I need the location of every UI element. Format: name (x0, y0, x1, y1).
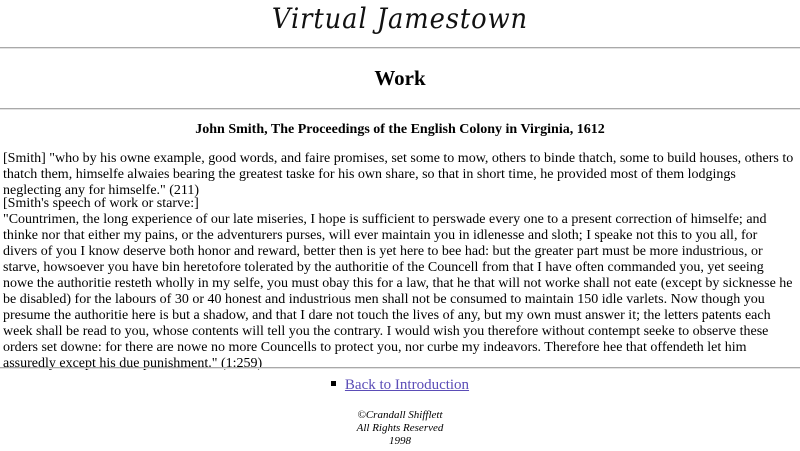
speech-label: [Smith's speech of work or starve:] (3, 196, 199, 211)
rights-text: All Rights Reserved (356, 422, 444, 434)
back-to-introduction-link[interactable]: Back to Introduction (344, 377, 470, 393)
navigation-list (0, 377, 800, 394)
page-title: Work (374, 66, 426, 90)
quote-paragraph-2 (3, 196, 794, 372)
divider-top (0, 47, 800, 49)
divider-below-title (0, 108, 800, 110)
site-banner (0, 0, 800, 44)
bullet-icon (331, 381, 336, 386)
speech-text: "Countrimen, the long experience of our late miseries, I hope is sufficient to perswade every one to a present correction of himselfe; and thinke nor that either my pains, or the adventurers purses, will ever maintain you in idlenesse and sloth; I speake not this to you all, for divers of you I know deserve both honor and reward, better then is yet here to bee had: but the greater part must be more industrious, or starve, howsoever you have bin heretofore tolerated by the authoritie of the Councell from that I have often commanded you, yet seeing nowe the authoritie resteth wholly in my selfe, you must obay this for a law, that he that will not worke shall not eate (except by sicknesse he be disabled) for the labours of 30 or 40 honest and industrious men shall not be consumed to maintain 150 idle varlets. Now though you presume the authoritie here is but a shadow, and that I dare not touch the lives of any, but my own must answer it; the letters patents each week shall be read to you, whose contents will tell you the contrary. I would wish you therefore without contempt seeke to observe these orders set downe: for there are nowe no more Councells to protect you, nor curbe my indeavors. Therefore hee that offendeth let him assuredly except his due punishment." (1:259) (3, 212, 793, 371)
footer (0, 409, 800, 448)
site-title: Virtual Jamestown (271, 2, 529, 35)
divider-bottom (0, 367, 800, 369)
quote-text: [Smith] "who by his owne example, good words, and faire promises, set some to mow, others to binde thatch, some to build houses, others to thatch them, himselfe alwaies bearing the greatest taske for his own share, so that in short time, he provided most of them lodgings neglecting any for himselfe." (211) (3, 151, 794, 198)
copyright-text: ©Crandall Shifflett (357, 409, 443, 421)
year-text: 1998 (389, 435, 411, 447)
source-heading: John Smith, The Proceedings of the English Colony in Virginia, 1612 (195, 122, 605, 137)
quote-paragraph-1 (3, 151, 794, 199)
